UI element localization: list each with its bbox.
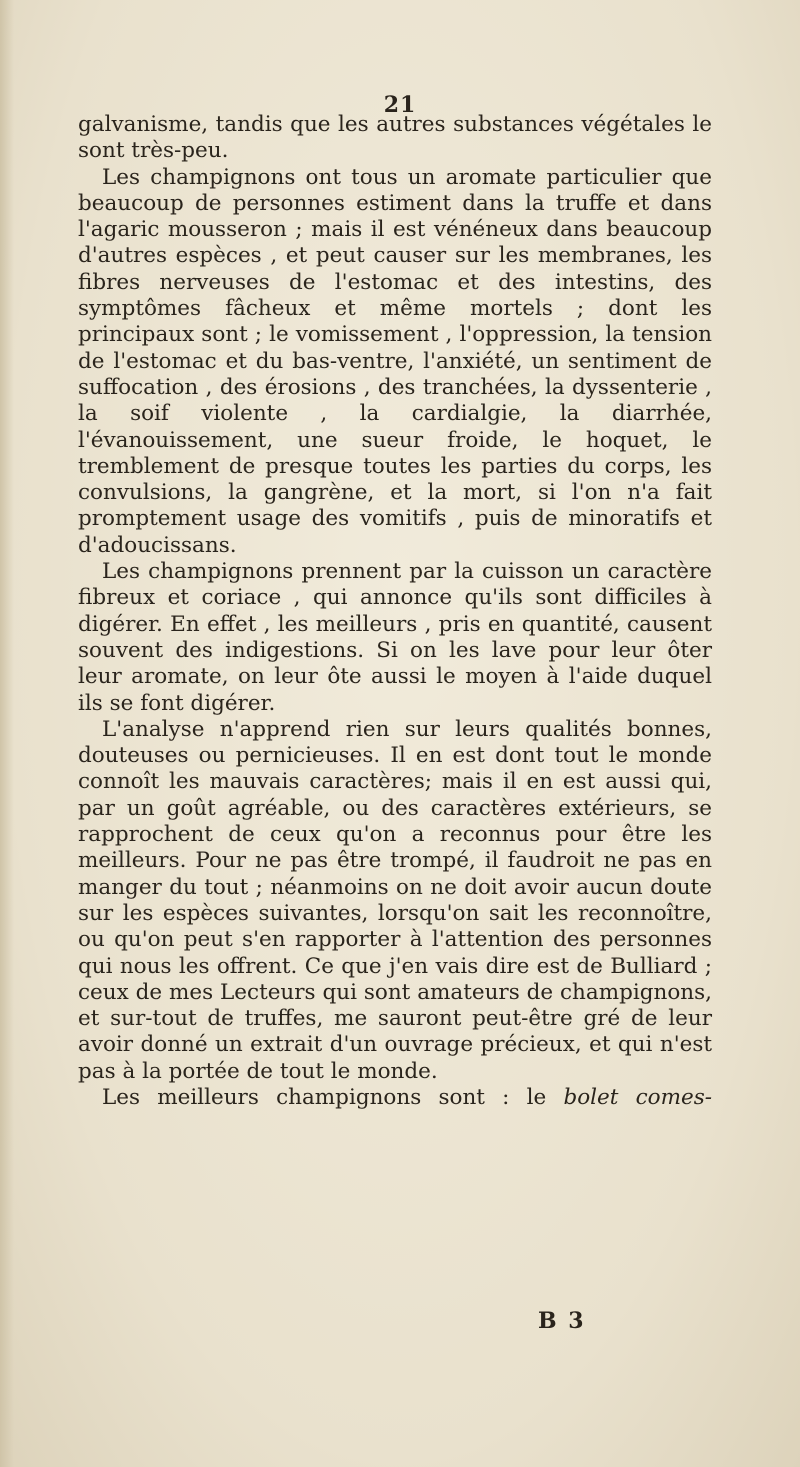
page-edge-shadow (0, 0, 14, 1467)
paragraph-2: Les champignons ont tous un aromate particulier que beaucoup de personnes estiment dans la truffe et dans l'agaric mousseron ; mais il est vénéneux dans beaucoup d'autres espèces , et peut causer sur les membranes, les fibres nerveuses de l'estomac et des intestins, des symptômes fâcheux et même mortels ; dont les principaux sont ; le vomissement , l'oppression, la tension de l'estomac et du bas-ventre, l'anxiété, un sentiment de suffocation , des érosions , des tranchées, la dyssenterie , la soif violente , la cardialgie, la diarrhée, l'évanouissement, une sueur froide, le hoquet, le tremblement de presque toutes les parties du corps, les convulsions, la gangrène, et la mort, si l'on n'a fait promptement usage des vomitifs , puis de minoratifs et d'adoucissans. (78, 164, 712, 558)
paragraph-1: galvanisme, tandis que les autres substances végétales le sont très-peu. (78, 112, 712, 164)
paragraph-3: Les champignons prennent par la cuisson un caractère fibreux et coriace , qui annonce qu'ils sont difficiles à digérer. En effet , les meilleurs , pris en quantité, causent souvent des indigestions. Si on les lave pour leur ôter leur aromate, on leur ôte aussi le moyen à l'aide duquel ils se font digérer. (78, 559, 712, 716)
page-number: 21 (383, 92, 417, 118)
signature-mark: B 3 (538, 1308, 586, 1334)
paragraph-5-italic: bolet comes- (563, 1084, 712, 1110)
paragraph-4: L'analyse n'apprend rien sur leurs qualités bonnes, douteuses ou pernicieuses. Il en est dont tout le monde connoît les mauvais caractères; mais il en est aussi qui, par un goût agréable, ou des caractères extérieurs, se rapprochent de ceux qu'on a reconnus pour être les meilleurs. Pour ne pas être trompé, il faudroit ne pas en manger du tout ; néanmoins on ne doit avoir aucun doute sur les espèces suivantes, lorsqu'on sait les reconnoître, ou qu'on peut s'en rapporter à l'attention des personnes qui nous les offrent. Ce que j'en vais dire est de Bulliard ; ceux de mes Lecteurs qui sont amateurs de champignons, et sur-tout de truffes, me sauront peut-être gré de leur avoir donné un extrait d'un ouvrage précieux, et qui n'est pas à la portée de tout le monde. (78, 716, 712, 1084)
paragraph-5-text: Les meilleurs champignons sont : le (102, 1084, 564, 1110)
body-text (78, 112, 712, 1111)
paragraph-5 (78, 1085, 712, 1111)
